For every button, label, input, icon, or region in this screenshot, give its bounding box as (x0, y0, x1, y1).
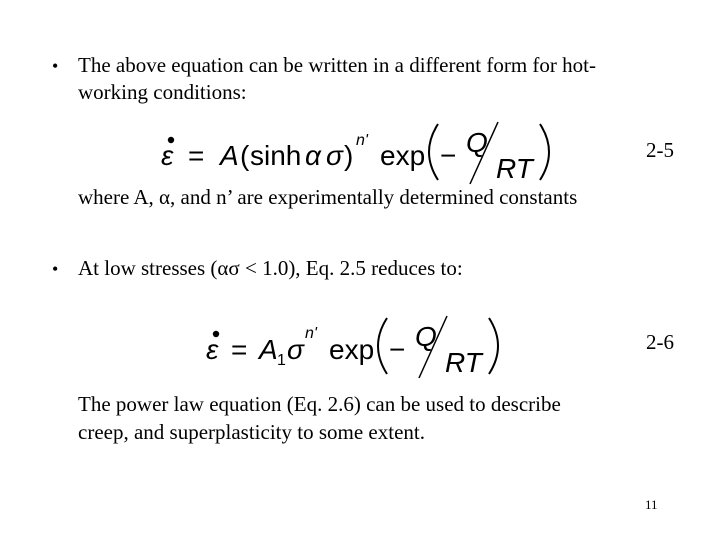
subscript-1: 1 (277, 352, 286, 369)
sinh-function: sinh (250, 140, 302, 171)
constants-note: where A, α, and n’ are experimentally determined constants (78, 185, 578, 209)
equation-number-2-5: 2-5 (646, 138, 674, 162)
right-bracket (489, 318, 498, 374)
sigma-symbol: σ (326, 140, 343, 171)
exponent-n-prime: n' (356, 132, 368, 149)
sigma-symbol: σ (287, 334, 304, 365)
equation-number-2-6: 2-6 (646, 330, 674, 354)
minus-sign: − (389, 334, 406, 365)
left-bracket (378, 318, 387, 374)
strain-rate-symbol: ε (206, 334, 219, 365)
bullet-dot: • (52, 259, 59, 279)
close-paren: ) (344, 140, 354, 171)
open-paren: ( (240, 140, 250, 171)
left-bracket (429, 124, 438, 180)
bullet2-text: At low stresses (ασ < 1.0), Eq. 2.5 reduces to: (78, 256, 463, 280)
equals-sign: = (231, 334, 248, 365)
page-number: 11 (645, 497, 658, 512)
conclusion-line1: The power law equation (Eq. 2.6) can be used to describe (78, 392, 561, 416)
numerator-q: Q (415, 321, 437, 352)
constant-a: A (259, 334, 278, 365)
strain-rate-symbol: ε (161, 140, 174, 171)
equals-sign: = (188, 140, 205, 171)
conclusion-line2: creep, and superplasticity to some extent. (78, 420, 425, 444)
bullet-dot: • (52, 56, 59, 76)
exp-function: exp (380, 140, 426, 171)
bullet1-line2: working conditions: (78, 80, 247, 104)
constant-a: A (220, 140, 239, 171)
bullet1-line1: The above equation can be written in a different form for hot- (78, 53, 596, 77)
denominator-rt: RT (445, 347, 482, 378)
minus-sign: − (440, 140, 457, 171)
denominator-rt: RT (496, 153, 533, 184)
exponent-n-prime: n' (305, 325, 317, 342)
equation-2-6 (195, 314, 515, 382)
numerator-q: Q (466, 127, 488, 158)
right-bracket (540, 124, 549, 180)
equation-2-5 (150, 118, 570, 186)
alpha-symbol: α (305, 140, 321, 171)
exp-function: exp (329, 334, 375, 365)
